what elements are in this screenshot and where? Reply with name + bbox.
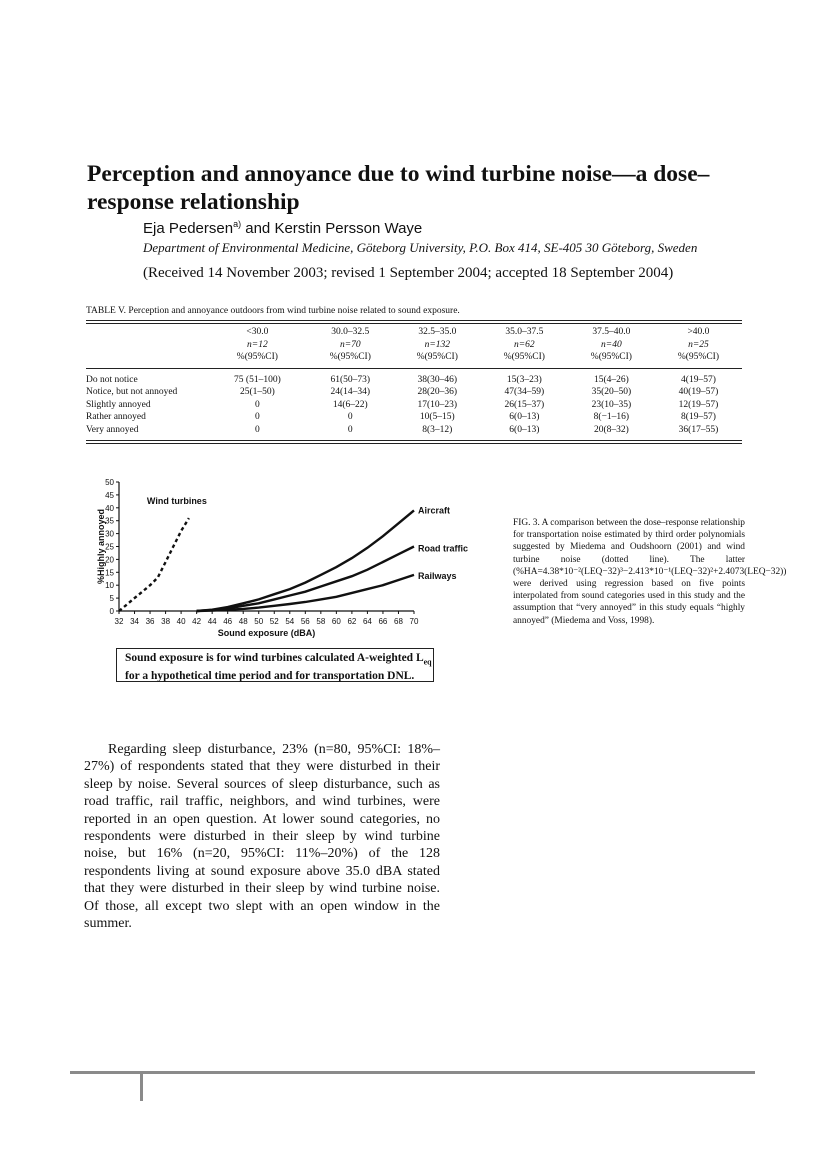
x-tick-label: 48 (238, 617, 248, 626)
y-tick-label: 30 (105, 529, 114, 539)
x-tick-label: 56 (300, 617, 310, 626)
x-tick-label: 52 (269, 617, 279, 626)
table-row: Do not notice 75 (51–100) 61(50–73) 38(30–46) 15(3–23) 15(4–26) 4(19–57) (86, 374, 716, 385)
table-row: Notice, but not annoyed 25(1–50) 24(14–34) 28(20–36) 47(34–59) 35(20–50) 40(19–57) (86, 387, 719, 397)
y-tick-label: 50 (105, 478, 114, 487)
x-tick-label: 64 (362, 617, 372, 626)
y-tick-label: 40 (105, 503, 114, 513)
x-tick-label: 50 (254, 617, 264, 626)
x-tick-label: 66 (378, 617, 388, 626)
x-axis-label: Sound exposure (dBA) (217, 628, 316, 638)
figure-note-box (116, 648, 434, 682)
y-tick-label: 5 (109, 594, 114, 604)
x-tick-label: 36 (145, 617, 155, 626)
table-header-cell: <30.0 n=12 %(95%CI) (236, 327, 278, 362)
received-dates: (Received 14 November 2003; revised 1 September 2004; accepted 18 September 2004) (143, 265, 674, 281)
table-header-cell: 35.0–37.5 n=62 %(95%CI) (503, 327, 545, 362)
table-caption: TABLE V. Perception and annoyance outdoors from wind turbine noise related to sound exposure. (86, 306, 460, 316)
series-label: Wind turbines (146, 496, 207, 507)
data-table (86, 320, 742, 444)
y-tick-label: 10 (105, 581, 114, 591)
dose-response-chart (96, 474, 480, 649)
y-tick-label: 45 (105, 490, 114, 500)
table-header-cell: >40.0 n=25 %(95%CI) (677, 327, 720, 362)
y-tick-label: 0 (109, 607, 114, 616)
figure-caption: FIG. 3. A comparison between the dose–response relationship for transportation noise estimated by third order polynomials suggested by Miedema and Oudshoorn (2001) and wind turbine noise (dotted line). The latter (%HA=4.38*10⁻²(LEQ−32)³−2.413*10⁻¹(LEQ−32)²+2.4073(LEQ−32)) were derived using regression based on five points interpolated from sound categories used in this study and the assumption that “very annoyed” in this study equals “highly annoyed” (Miedema and Voss, 1998). (513, 518, 787, 626)
figure-note-line-2: for a hypothetical time period and for transportation DNL. (125, 670, 415, 683)
article-title: Perception and annoyance due to wind turbine noise—a dose–response relationship (87, 161, 710, 215)
series-line-wind-turbines (119, 518, 189, 611)
series-label: Railways (418, 570, 457, 581)
figure-note-line-1: Sound exposure is for wind turbines calculated A-weighted $L_{eq}$ (125, 652, 432, 667)
x-tick-label: 44 (207, 617, 217, 626)
table-row: Rather annoyed 0 0 10(5–15) 6(0–13) 8(−1–16) 8(19–57) (86, 412, 716, 422)
x-tick-label: 70 (409, 617, 419, 626)
table-header-row (86, 324, 742, 368)
y-tick-label: 25 (105, 542, 114, 552)
body-paragraph: Regarding sleep disturbance, 23% (n=80, 95%CI: 18%–27%) of respondents stated that they were disturbed in their sleep by noise. Several sources of sleep disturbance, such as road traffic, rail traffic, neighbors, and wind turbines, were reported in an open question. At lower sound categories, no respondents were disturbed in their sleep by wind turbine noise, but 16% (n=20, 95%CI: 11%–20%) of the 128 respondents living at sound exposure above 35.0 dBA stated that they were disturbed in their sleep by wind turbine noise. Of those, all except two slept with an open window in the summer. (84, 742, 440, 932)
table-row: Slightly annoyed 0 14(6–22) 17(10–23) 26(15–37) 23(10–35) 12(19–57) (86, 399, 719, 410)
y-tick-label: 20 (105, 555, 114, 565)
x-tick-label: 32 (114, 617, 124, 626)
footer-tick (140, 1071, 143, 1101)
x-tick-label: 42 (192, 617, 202, 626)
y-tick-label: 35 (105, 516, 114, 526)
table-row: Very annoyed 0 0 8(3–12) 6(0–13) 20(8–32) 36(17–55) (86, 424, 719, 435)
footer-rule (70, 1071, 755, 1074)
table-header-cell: 30.0–32.5 n=70 %(95%CI) (329, 327, 371, 362)
author-2: and Kerstin Persson Waye (241, 220, 423, 237)
series-line-aircraft (197, 510, 414, 611)
x-tick-label: 60 (331, 617, 341, 626)
table-bottom-rule (86, 440, 742, 444)
x-tick-label: 62 (347, 617, 357, 626)
x-tick-label: 34 (130, 617, 139, 626)
series-label: Aircraft (418, 505, 451, 516)
authors (143, 219, 422, 237)
x-tick-label: 38 (161, 617, 171, 626)
affiliation: Department of Environmental Medicine, Göteborg University, P.O. Box 414, SE-405 30 Göteborg, Sweden (143, 240, 698, 255)
x-tick-label: 58 (316, 617, 326, 626)
author-footnote-mark: a) (233, 219, 242, 229)
x-tick-label: 46 (223, 617, 233, 626)
table-header-empty (86, 324, 208, 368)
x-tick-label: 54 (285, 617, 295, 626)
y-tick-label: 15 (105, 568, 114, 578)
x-tick-label: 68 (394, 617, 403, 626)
y-axis-label: %Highly annoyed (96, 508, 106, 585)
author-1: Eja Pedersen (143, 220, 234, 237)
table-header-cell: 37.5–40.0 n=40 %(95%CI) (590, 327, 632, 362)
x-tick-label: 40 (176, 617, 186, 626)
table-header-cell: 32.5–35.0 n=132 %(95%CI) (416, 327, 458, 362)
series-label: Road traffic (418, 543, 469, 554)
